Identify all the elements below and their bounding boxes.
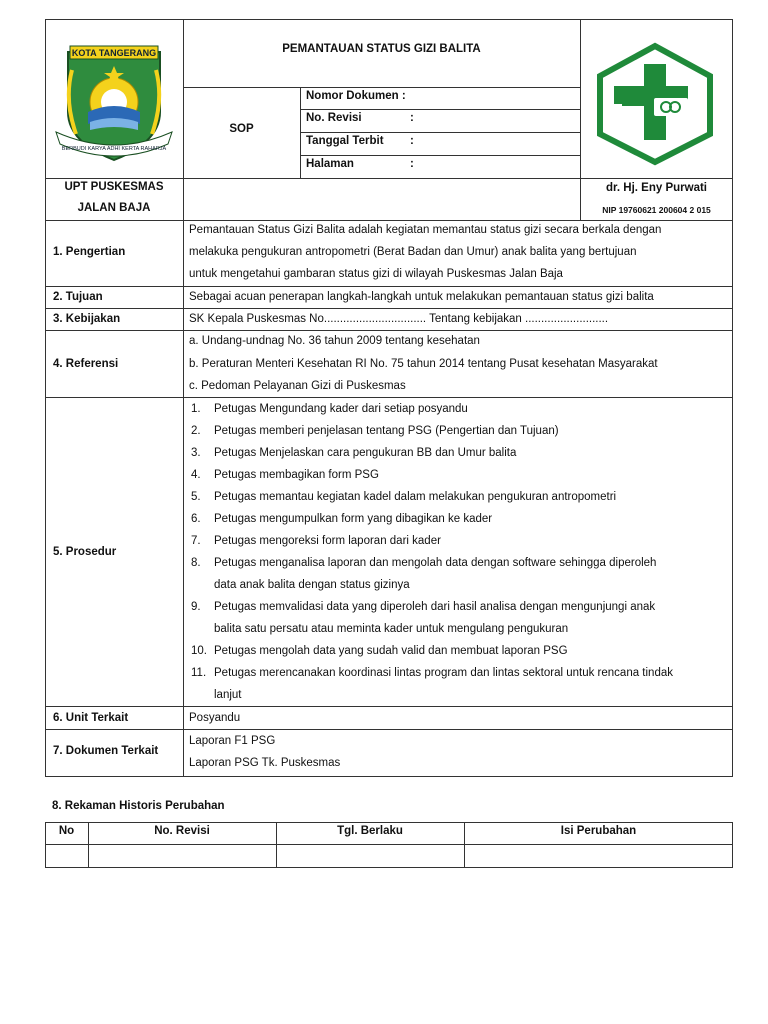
unit-line-1: UPT PUSKESMAS <box>64 181 164 193</box>
meta-value: : <box>410 112 414 124</box>
sop-label: SOP <box>229 123 254 135</box>
prosedur-num: 1. <box>191 403 201 415</box>
meta-label: Tanggal Terbit <box>306 135 384 147</box>
signer-name: dr. Hj. Eny Purwati <box>606 182 707 194</box>
referensi-line: a. Undang-undnag No. 36 tahun 2009 tentang kesehatan <box>189 335 480 347</box>
prosedur-num: 9. <box>191 601 201 613</box>
meta-label: No. Revisi <box>306 112 362 124</box>
prosedur-num: 11. <box>191 667 207 679</box>
logo-label: KOTA TANGERANG <box>71 48 157 58</box>
prosedur-step: Petugas memvalidasi data yang diperoleh dari hasil analisa dengan mengunjungi anak <box>214 601 656 613</box>
prosedur-step: Petugas mengoreksi form laporan dari kader <box>214 535 441 547</box>
history-col-header: No <box>58 825 75 837</box>
meta-value: : <box>410 158 414 170</box>
prosedur-num: 10. <box>191 645 207 657</box>
section-label-unit-terkait: 6. Unit Terkait <box>53 712 129 724</box>
referensi-line: b. Peraturan Menteri Kesehatan RI No. 75 tahun 2014 tentang Pusat kesehatan Masyarakat <box>189 358 658 370</box>
prosedur-num: 4. <box>191 469 201 481</box>
kebijakan-text: SK Kepala Puskesmas No................................ Tentang kebijakan .......................... <box>189 313 609 325</box>
kota-tangerang-logo <box>50 40 178 168</box>
puskesmas-cross-logo <box>592 42 718 166</box>
prosedur-num: 2. <box>191 425 201 437</box>
logo-motto: BERBUDI KARYA ADHI KERTA RAHARJA <box>61 146 167 152</box>
pengertian-line: untuk mengetahui gambaran status gizi di wilayah Puskesmas Jalan Baja <box>189 268 563 280</box>
prosedur-num: 3. <box>191 447 201 459</box>
meta-label: Nomor Dokumen : <box>306 90 406 102</box>
section-label-referensi: 4. Referensi <box>53 358 119 370</box>
section-label-tujuan: 2. Tujuan <box>53 291 103 303</box>
dokumen-terkait-line: Laporan F1 PSG <box>189 735 276 747</box>
meta-value: : <box>410 135 414 147</box>
section-label-prosedur: 5. Prosedur <box>53 546 117 558</box>
referensi-line: c. Pedoman Pelayanan Gizi di Puskesmas <box>189 380 406 392</box>
history-col-header: Tgl. Berlaku <box>337 825 403 837</box>
history-col-header: No. Revisi <box>154 825 210 837</box>
document-title: PEMANTAUAN STATUS GIZI BALITA <box>282 43 481 55</box>
tujuan-text: Sebagai acuan penerapan langkah-langkah untuk melakukan pemantauan status gizi balita <box>189 291 654 303</box>
prosedur-step: Petugas merencanakan koordinasi lintas program dan lintas sektoral untuk rencana tindak <box>214 667 673 679</box>
pengertian-line: melakuka pengukuran antropometri (Berat Badan dan Umur) anak balita yang bertujuan <box>189 246 637 258</box>
prosedur-step: balita satu persatu atau meminta kader untuk mengulang pengukuran <box>214 623 569 635</box>
unit-line-2: JALAN BAJA <box>77 202 151 214</box>
prosedur-step: data anak balita dengan status gizinya <box>214 579 410 591</box>
prosedur-num: 8. <box>191 557 201 569</box>
prosedur-num: 7. <box>191 535 201 547</box>
prosedur-step: Petugas Mengundang kader dari setiap posyandu <box>214 403 468 415</box>
prosedur-step: lanjut <box>214 689 242 701</box>
history-title: 8. Rekaman Historis Perubahan <box>52 800 225 812</box>
prosedur-step: Petugas memantau kegiatan kadel dalam melakukan pengukuran antropometri <box>214 491 617 503</box>
dokumen-terkait-line: Laporan PSG Tk. Puskesmas <box>189 757 341 769</box>
prosedur-step: Petugas membagikan form PSG <box>214 469 379 481</box>
section-label-pengertian: 1. Pengertian <box>53 246 126 258</box>
signer-nip: NIP 19760621 200604 2 015 <box>602 205 711 215</box>
prosedur-step: Petugas mengumpulkan form yang dibagikan ke kader <box>214 513 493 525</box>
prosedur-step: Petugas menganalisa laporan dan mengolah data dengan software sehingga diperoleh <box>214 557 657 569</box>
prosedur-step: Petugas Menjelaskan cara pengukuran BB dan Umur balita <box>214 447 517 459</box>
meta-label: Halaman <box>306 158 354 170</box>
prosedur-step: Petugas mengolah data yang sudah valid dan membuat laporan PSG <box>214 645 568 657</box>
section-label-dokumen-terkait: 7. Dokumen Terkait <box>53 745 159 757</box>
pengertian-line: Pemantauan Status Gizi Balita adalah kegiatan memantau status gizi secara berkala dengan <box>189 224 662 236</box>
unit-terkait-text: Posyandu <box>189 712 241 724</box>
prosedur-step: Petugas memberi penjelasan tentang PSG (Pengertian dan Tujuan) <box>214 425 559 437</box>
prosedur-num: 5. <box>191 491 201 503</box>
prosedur-num: 6. <box>191 513 201 525</box>
history-col-header: Isi Perubahan <box>560 825 637 837</box>
section-label-kebijakan: 3. Kebijakan <box>53 313 121 325</box>
